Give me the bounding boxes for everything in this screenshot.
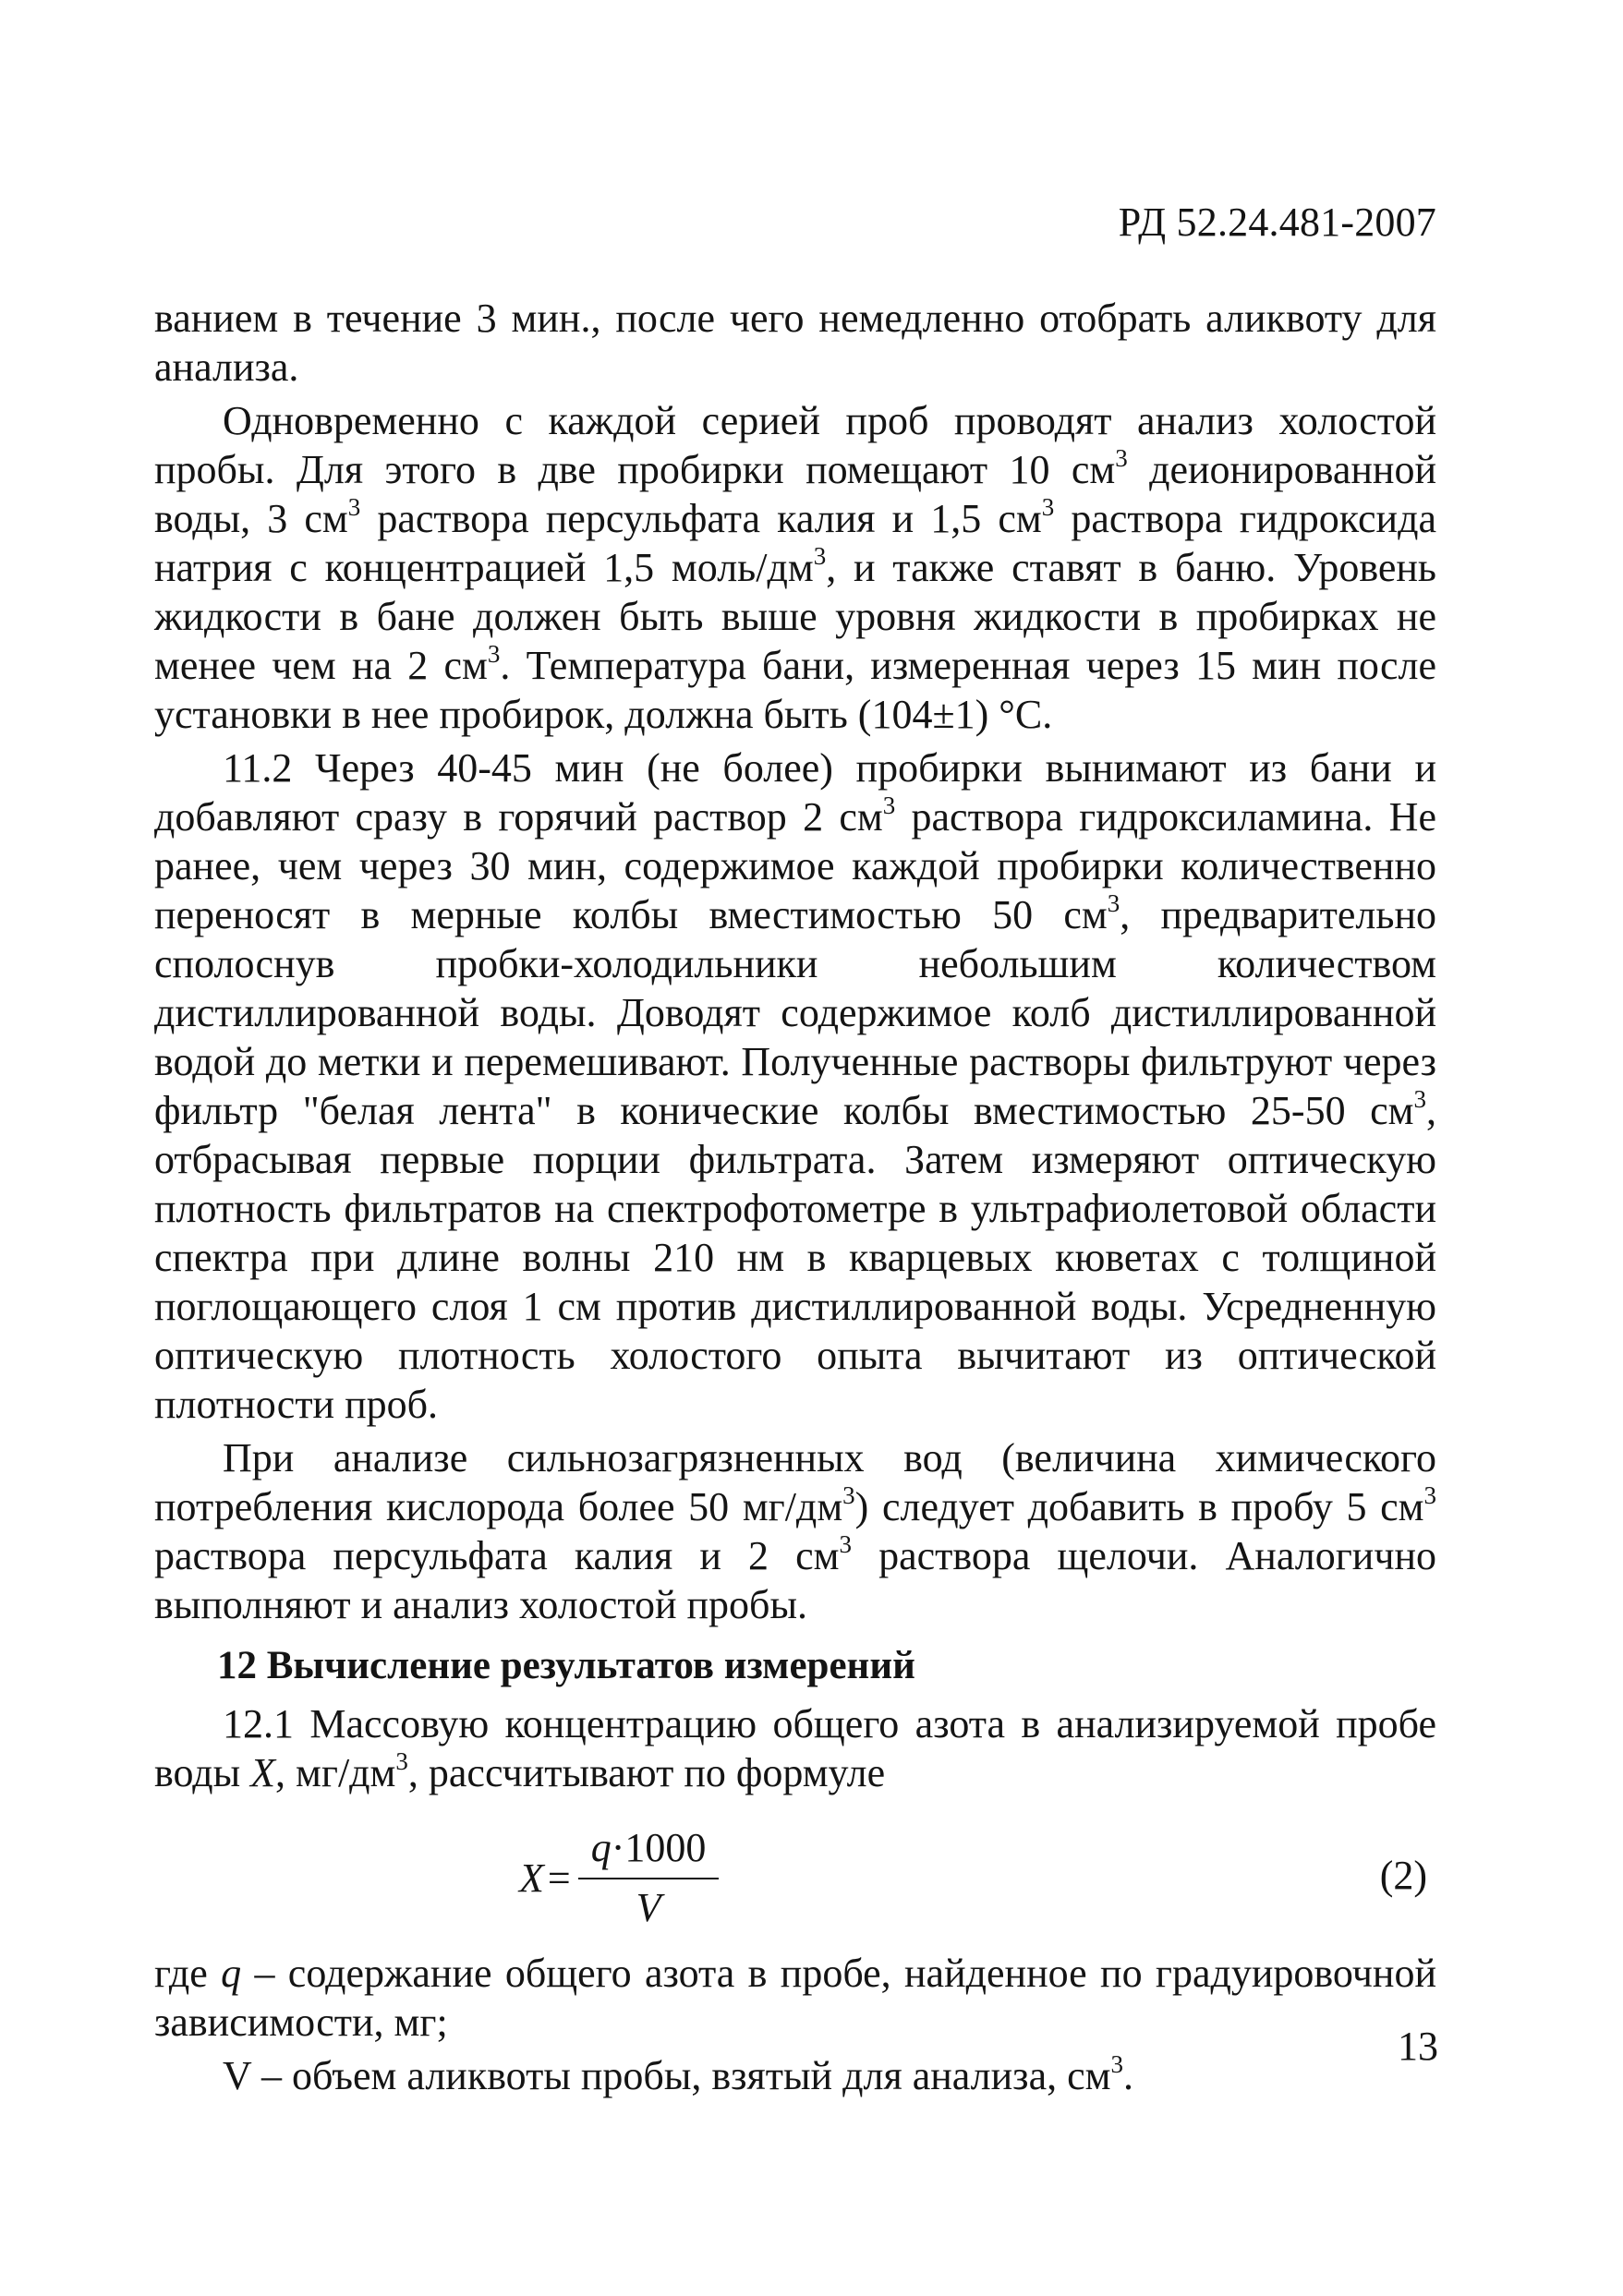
superscript: 3	[1107, 889, 1120, 917]
superscript: 3	[1115, 444, 1128, 472]
superscript: 3	[1041, 493, 1055, 521]
superscript: 3	[1413, 1085, 1426, 1113]
formula	[519, 1823, 719, 1932]
formula-lhs: X	[519, 1855, 544, 1901]
formula-numerator: q·1000	[578, 1823, 720, 1879]
formula-fraction	[578, 1823, 720, 1932]
paragraph-blank-sample: Одновременно с каждой серией проб проводят анализ холостой пробы. Для этого в две пробирки помещают 10 $см^3$ деионированной воды, 3 $см^3$ раствора персульфата калия и 1,5 $см^3$ раствора гидроксида натрия с концентрацией 1,5 моль/$дм^3$, и также ставят в баню. Уровень жидкости в бане должен быть выше уровня жидкости в пробирках не менее чем на 2 $см^3$. Температура бани, измеренная через 15 мин после установки в нее пробирок, должна быть (104±1) °С.	[154, 398, 1437, 737]
body-text	[154, 294, 1436, 2100]
formula-number: (2)	[1379, 1853, 1427, 1898]
document-code: РД 52.24.481-2007	[1118, 199, 1436, 245]
superscript: 3	[813, 542, 827, 570]
paragraph-where-q: где q – содержание общего азота в пробе, найденное по градуировочной зависимости, мг;	[154, 1951, 1436, 2045]
page-number: 13	[1398, 2024, 1438, 2069]
superscript: 3	[347, 493, 361, 521]
formula-equals: =	[547, 1855, 571, 1901]
variable-q: q	[221, 1951, 242, 1996]
superscript: 3	[1423, 1481, 1436, 1509]
paragraph-continuation: ванием в течение 3 мин., после чего немедленно отобрать аликвоту для анализа.	[154, 296, 1436, 390]
superscript: 3	[842, 1481, 855, 1509]
superscript: 3	[882, 792, 896, 819]
superscript: 3	[395, 1747, 408, 1775]
formula-denominator: V	[636, 1885, 661, 1930]
superscript: 3	[1110, 2050, 1123, 2078]
paragraph-11-2: 11.2 Через 40-45 мин (не более) пробирки вынимают из бани и добавляют сразу в горячий раствор 2 $см^3$ раствора гидроксиламина. Не ранее, чем через 30 мин, содержимое каждой пробирки количественно переносят в мерные колбы вместимостью 50 $см^3$, предварительно сполоснув пробки-холодильники небольшим количеством дистиллированной воды. Доводят содержимое колб дистиллированной водой до метки и перемешивают. Полученные растворы фильтруют через фильтр "белая лента" в конические колбы вместимостью 25-50 $см^3$, отбрасывая первые порции фильтрата. Затем измеряют оптическую плотность фильтратов на спектрофотометре в ультрафиолетовой области спектра при длине волны 210 нм в кварцевых кюветах с толщиной поглощающего слоя 1 см против дистиллированной воды. Усредненную оптическую плотность холостого опыта вычитают из оптической плотности проб.	[154, 745, 1436, 1427]
section-heading: 12 Вычисление результатов измерений	[217, 1644, 915, 1687]
paragraph-polluted-water: При анализе сильнозагрязненных вод (величина химического потребления кислорода более 50 $мг/дм^3$) следует добавить в пробу 5 $см^3$ раствора персульфата калия и 2 $см^3$ раствора щелочи. Аналогично выполняют и анализ холостой пробы.	[154, 1435, 1436, 1627]
paragraph-where-v: V – объем аликвоты пробы, взятый для анализа, $см^3$.	[223, 2050, 1133, 2098]
superscript: 3	[487, 640, 501, 668]
formula-block	[154, 1810, 1436, 1949]
paragraph-12-1: 12.1 Массовую концентрацию общего азота в анализируемой пробе воды X, $мг/дм^3$, рассчитывают по формуле	[154, 1701, 1436, 1795]
superscript: 3	[839, 1530, 852, 1558]
variable-x: X	[250, 1750, 276, 1795]
